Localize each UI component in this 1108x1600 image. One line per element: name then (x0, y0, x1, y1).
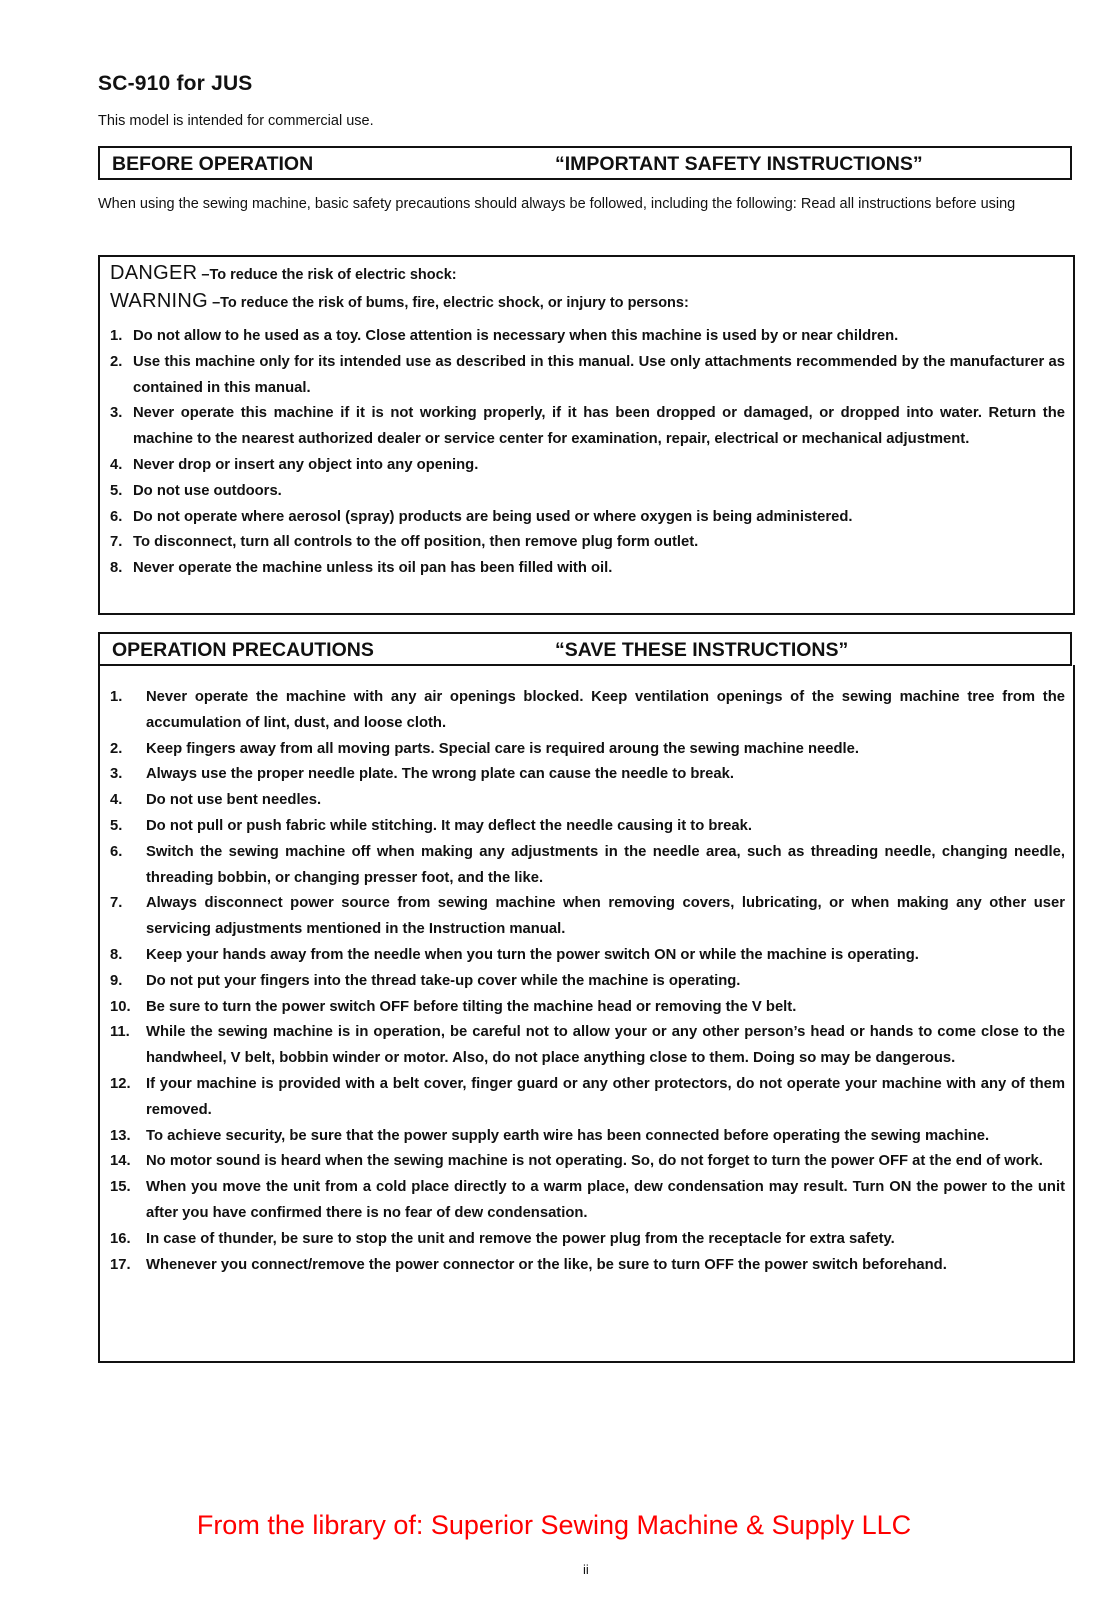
item-number: 16. (110, 1230, 131, 1247)
list-item (110, 943, 1065, 969)
list-item (110, 995, 1065, 1021)
before-operation-header (98, 146, 1072, 180)
item-number: 5. (110, 482, 123, 499)
item-number: 8. (110, 560, 123, 577)
item-text: Do not pull or push fabric while stitching. It may deflect the needle causing it to break. (146, 817, 752, 834)
model-title: SC-910 for JUS (98, 72, 253, 95)
item-number: 13. (110, 1127, 131, 1144)
item-text: Always use the proper needle plate. The wrong plate can cause the needle to break. (146, 766, 734, 783)
model-note: This model is intended for commercial use. (98, 113, 374, 129)
item-number: 6. (110, 508, 123, 525)
list-item (110, 737, 1065, 763)
list-item (110, 530, 1065, 556)
danger-label: DANGER (110, 262, 198, 284)
warning-line (110, 290, 689, 313)
operation-precautions-header (98, 632, 1072, 666)
item-number: 2. (110, 740, 123, 757)
list-item (110, 1149, 1065, 1175)
item-text: Do not allow to he used as a toy. Close attention is necessary when this machine is used by or near children. (133, 328, 899, 344)
item-number: 2. (110, 353, 123, 370)
item-text: Switch the sewing machine off when making any adjustments in the needle area, such as threading needle, changing needle, threading bobbin, or changing presser foot, and the like. (146, 843, 1065, 886)
list-item (110, 1227, 1065, 1253)
item-text: Do not use outdoors. (133, 482, 282, 499)
item-number: 10. (110, 998, 131, 1015)
item-text: Do not put your fingers into the thread take-up cover while the machine is operating. (146, 972, 741, 989)
item-number: 17. (110, 1256, 131, 1273)
precautions-list (110, 685, 1065, 1278)
page-number: ii (583, 1562, 589, 1577)
item-text: Whenever you connect/remove the power connector or the like, be sure to turn OFF the power switch beforehand. (146, 1256, 947, 1273)
library-footer: From the library of: Superior Sewing Machine & Supply LLC (196, 1510, 912, 1540)
item-text: Do not use bent needles. (146, 792, 322, 809)
item-number: 5. (110, 817, 123, 834)
item-number: 1. (110, 689, 123, 705)
list-item (110, 1020, 1065, 1072)
item-text: Keep fingers away from all moving parts. Special care is required aroung the sewing machine needle. (146, 740, 859, 757)
item-text: Use this machine only for its intended use as described in this manual. Use only attachments recommended by the manufacturer as contained in this manual. (133, 353, 1065, 396)
item-text: To achieve security, be sure that the power supply earth wire has been connected before operating the sewing machine. (146, 1127, 990, 1144)
warning-text: –To reduce the risk of bums, fire, electric shock, or injury to persons: (212, 295, 689, 311)
item-text: When you move the unit from a cold place directly to a warm place, dew condensation may result. Turn ON the power to the unit after you have confirmed there is no fear of dew condensation. (146, 1179, 1065, 1221)
item-text: Never drop or insert any object into any opening. (133, 456, 479, 473)
item-number: 14. (110, 1153, 131, 1170)
item-text: Do not operate where aerosol (spray) products are being used or where oxygen is being administered. (133, 508, 853, 525)
list-item (110, 401, 1065, 453)
item-text: If your machine is provided with a belt cover, finger guard or any other protectors, do not operate your machine with any of them removed. (146, 1075, 1065, 1118)
safety-list (110, 324, 1065, 582)
list-item (110, 1175, 1065, 1227)
danger-line (110, 262, 457, 285)
list-item (110, 788, 1065, 814)
warning-label: WARNING (110, 290, 209, 312)
item-text: To disconnect, turn all controls to the off position, then remove plug form outlet. (133, 534, 699, 551)
danger-text: –To reduce the risk of electric shock: (201, 267, 457, 283)
item-number: 12. (110, 1075, 131, 1092)
list-item (110, 556, 1065, 582)
list-item (110, 685, 1065, 737)
list-item (110, 969, 1065, 995)
item-number: 4. (110, 792, 123, 809)
list-item (110, 891, 1065, 943)
list-item (110, 453, 1065, 479)
list-item (110, 505, 1065, 531)
precautions-box (98, 665, 1075, 1363)
item-text: Keep your hands away from the needle when you turn the power switch ON or while the machine is operating. (146, 946, 919, 963)
list-item (110, 840, 1065, 892)
item-number: 1. (110, 328, 123, 344)
item-number: 7. (110, 534, 123, 551)
list-item (110, 1253, 1065, 1279)
item-number: 4. (110, 456, 123, 473)
section-title: OPERATION PRECAUTIONS (112, 639, 374, 661)
list-item (110, 1124, 1065, 1150)
item-number: 11. (110, 1024, 130, 1041)
item-number: 15. (110, 1179, 131, 1196)
item-number: 7. (110, 895, 123, 912)
item-number: 9. (110, 972, 123, 989)
item-number: 6. (110, 843, 123, 860)
section-subtitle: “IMPORTANT SAFETY INSTRUCTIONS” (555, 153, 923, 175)
list-item (110, 350, 1065, 402)
list-item (110, 324, 1065, 350)
section-subtitle: “SAVE THESE INSTRUCTIONS” (555, 639, 849, 661)
item-text: While the sewing machine is in operation, be careful not to allow your or any other person’s head or hands to come close to the handwheel, V belt, bobbin winder or motor. Also, do not place anything close to them. Doing so may be dangerous. (146, 1024, 1065, 1067)
list-item (110, 762, 1065, 788)
item-number: 8. (110, 946, 123, 963)
item-text: In case of thunder, be sure to stop the unit and remove the power plug from the receptacle for extra safety. (146, 1230, 895, 1247)
item-text: Always disconnect power source from sewing machine when removing covers, lubricating, or when making any other user servicing adjustments mentioned in the Instruction manual. (146, 895, 1065, 938)
safety-instructions-box (98, 255, 1075, 615)
item-text: No motor sound is heard when the sewing machine is not operating. So, do not forget to turn the power OFF at the end of work. (146, 1153, 1043, 1170)
item-text: Never operate the machine unless its oil pan has been filled with oil. (133, 560, 613, 577)
item-number: 3. (110, 405, 123, 422)
item-text: Never operate this machine if it is not working properly, if it has been dropped or damaged, or dropped into water. Return the machine to the nearest authorized dealer or service center for examination, repair, electrical or mechanical adjustment. (133, 405, 1065, 448)
list-item (110, 1072, 1065, 1124)
safety-intro: When using the sewing machine, basic safety precautions should always be followed, including the following: Read all instructions before using (98, 196, 1016, 212)
item-number: 3. (110, 766, 123, 783)
item-text: Be sure to turn the power switch OFF before tilting the machine head or removing the V belt. (146, 998, 797, 1015)
item-text: Never operate the machine with any air openings blocked. Keep ventilation openings of the sewing machine tree from the accumulation of lint, dust, and loose cloth. (146, 689, 1065, 731)
list-item (110, 479, 1065, 505)
list-item (110, 814, 1065, 840)
section-title: BEFORE OPERATION (112, 153, 314, 175)
